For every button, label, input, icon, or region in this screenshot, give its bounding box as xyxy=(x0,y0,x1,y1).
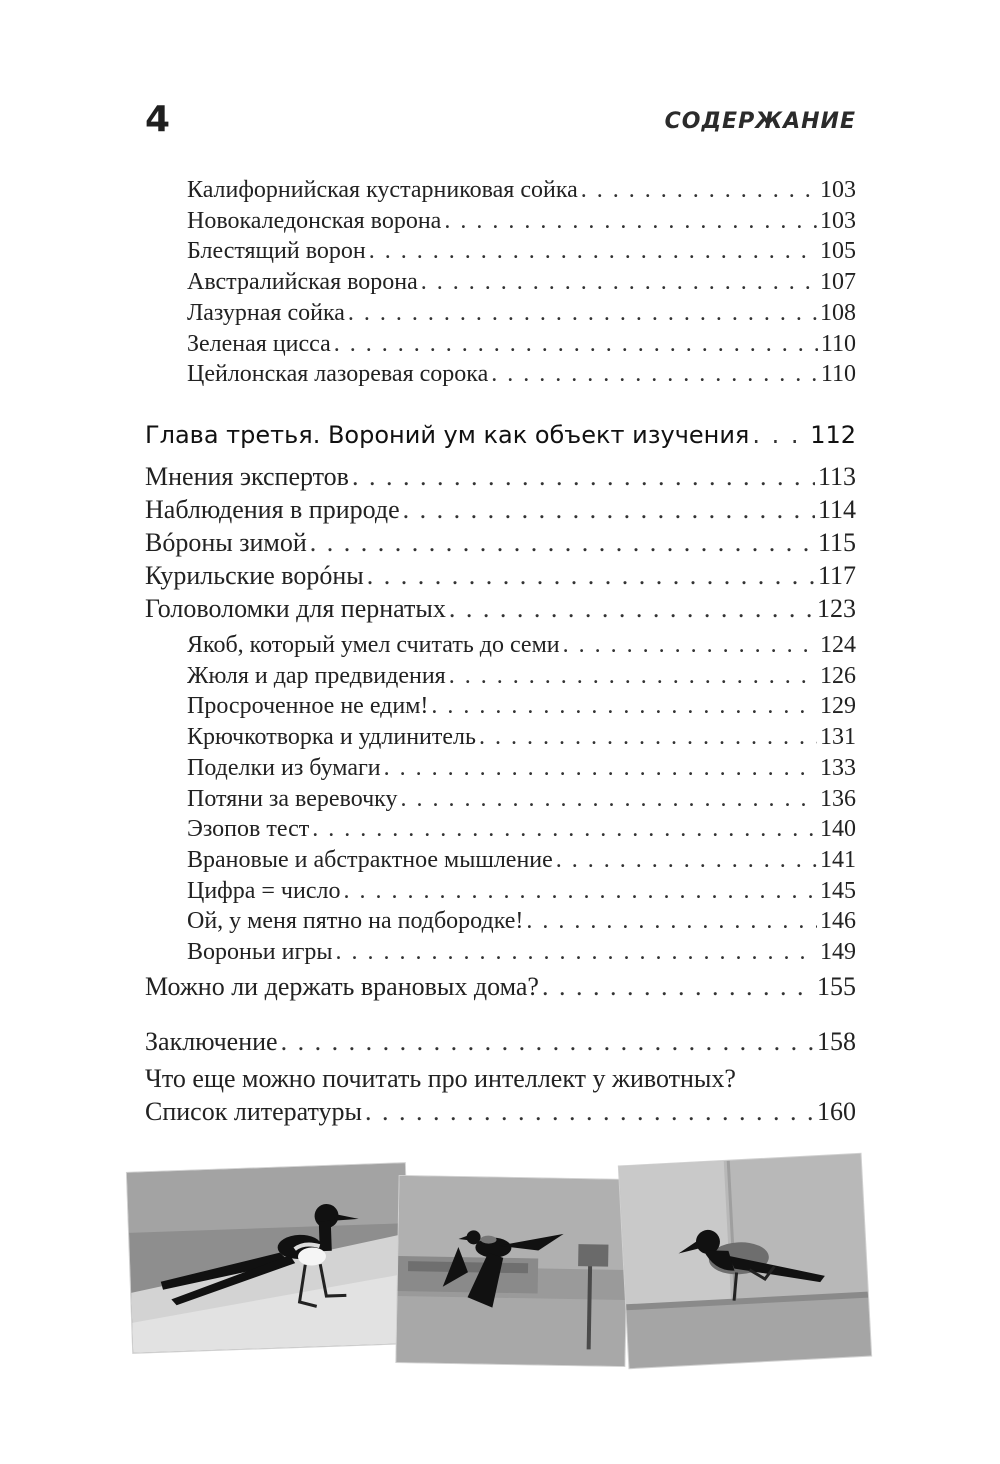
toc-entry[interactable] xyxy=(187,266,856,298)
toc-dot-leader xyxy=(384,752,817,784)
toc-entry-title: Зеленая цисса xyxy=(187,331,331,357)
toc-dot-leader xyxy=(449,593,814,625)
toc-dot-leader xyxy=(431,690,817,722)
toc-chapter-heading[interactable] xyxy=(145,419,856,451)
toc-entry-page: 123 xyxy=(817,594,856,623)
running-head: СОДЕРЖАНИЕ xyxy=(664,109,856,134)
toc-entry-page: 160 xyxy=(817,1097,856,1126)
toc-dot-leader xyxy=(334,328,818,360)
toc-entry-page: 145 xyxy=(820,878,856,904)
toc-entry-page: 158 xyxy=(817,1027,856,1056)
toc-entry-title: Можно ли держать врановых дома? xyxy=(145,972,539,1001)
magpie-photo xyxy=(127,1163,411,1353)
toc-entry[interactable] xyxy=(187,905,856,937)
toc-entry-title: Курильские ворóны xyxy=(145,561,364,590)
toc-entry-title: Крючкотворка и удлинитель xyxy=(187,724,476,750)
toc-entry-title: Калифорнийская кустарниковая сойка xyxy=(187,177,578,203)
toc-entry[interactable] xyxy=(145,560,856,592)
toc-entry-title: Потяни за веревочку xyxy=(187,786,398,812)
toc-entry-title: Цифра = число xyxy=(187,878,341,904)
toc-entry[interactable] xyxy=(145,1063,856,1095)
toc-entry-title: Якоб, который умел считать до семи xyxy=(187,632,560,658)
toc-entry-page: 131 xyxy=(820,724,856,750)
toc-entry-page: 110 xyxy=(820,331,856,357)
toc-dot-leader xyxy=(542,971,814,1003)
toc-entry[interactable] xyxy=(187,875,856,907)
toc-entry-page: 112 xyxy=(810,421,856,449)
toc-dot-leader xyxy=(312,813,817,845)
toc-entry-title: Блестящий ворон xyxy=(187,238,366,264)
toc-entry-title: Эзопов тест xyxy=(187,816,310,842)
toc-dot-leader xyxy=(526,905,817,937)
toc-entry-title: Мнения экспертов xyxy=(145,462,349,491)
toc-entry-title: Вороньи игры xyxy=(187,939,333,965)
crow-in-flight-photo xyxy=(396,1176,627,1366)
toc-entry-page: 141 xyxy=(820,847,856,873)
toc-entry-title: Вóроны зимой xyxy=(145,528,307,557)
toc-entry-page: 136 xyxy=(820,786,856,812)
toc-entry-title: Ой, у меня пятно на подбородке! xyxy=(187,908,524,934)
page-number: 4 xyxy=(145,99,171,140)
toc-entry-page: 133 xyxy=(820,755,856,781)
toc-entry-title: Врановые и абстрактное мышление xyxy=(187,847,553,873)
toc-dot-leader xyxy=(421,266,817,298)
toc-entry-title: Заключение xyxy=(145,1027,278,1056)
toc-entry-title: Поделки из бумаги xyxy=(187,755,381,781)
toc-dot-leader xyxy=(335,936,817,968)
toc-entry[interactable] xyxy=(187,660,856,692)
toc-entry-page: 115 xyxy=(817,528,856,557)
toc-dot-leader xyxy=(444,205,817,237)
toc-entry[interactable] xyxy=(187,174,856,206)
toc-entry-title: Что еще можно почитать про интеллект у животных? xyxy=(145,1064,736,1093)
toc-entry[interactable] xyxy=(187,813,856,845)
toc-entry-title: Головоломки для пернатых xyxy=(145,594,446,623)
toc-entry-page: 129 xyxy=(820,693,856,719)
toc-dot-leader xyxy=(563,629,817,661)
toc-entry-page: 107 xyxy=(820,269,856,295)
toc-dot-leader xyxy=(449,660,817,692)
toc-entry-page: 140 xyxy=(820,816,856,842)
toc-entry[interactable] xyxy=(187,328,856,360)
toc-entry-title: Глава третья. Вороний ум как объект изучения xyxy=(145,421,750,449)
toc-dot-leader xyxy=(491,358,818,390)
toc-entry[interactable] xyxy=(145,1026,856,1058)
toc-entry-title: Просроченное не едим! xyxy=(187,693,429,719)
toc-entry-page: 146 xyxy=(820,908,856,934)
toc-entry-page: 103 xyxy=(820,208,856,234)
toc-dot-leader xyxy=(752,419,807,451)
toc-entry-page: 124 xyxy=(820,632,856,658)
toc-entry[interactable] xyxy=(187,721,856,753)
toc-entry-title: Цейлонская лазоревая сорока xyxy=(187,361,489,387)
toc-entry-page: 103 xyxy=(820,177,856,203)
toc-entry-page: 155 xyxy=(817,972,856,1001)
toc-dot-leader xyxy=(281,1026,814,1058)
toc-entry[interactable] xyxy=(187,690,856,722)
toc-entry[interactable] xyxy=(187,235,856,267)
toc-entry-title: Лазурная сойка xyxy=(187,300,345,326)
toc-dot-leader xyxy=(556,844,817,876)
toc-entry-title: Австралийская ворона xyxy=(187,269,418,295)
toc-dot-leader xyxy=(400,783,817,815)
toc-entry-page: 113 xyxy=(817,462,856,491)
hooded-crow-photo xyxy=(619,1154,871,1368)
toc-dot-leader xyxy=(352,461,815,493)
toc-entry[interactable] xyxy=(145,494,856,526)
toc-entry[interactable] xyxy=(187,752,856,784)
toc-dot-leader xyxy=(403,494,815,526)
toc-dot-leader xyxy=(367,560,815,592)
toc-entry-page: 105 xyxy=(820,238,856,264)
toc-entry-page: 117 xyxy=(817,561,856,590)
toc-entry-page: 114 xyxy=(817,495,856,524)
toc-entry-page: 108 xyxy=(820,300,856,326)
toc-entry[interactable] xyxy=(145,971,856,1003)
toc-entry[interactable] xyxy=(187,629,856,661)
toc-entry[interactable] xyxy=(145,461,856,493)
toc-dot-leader xyxy=(343,875,817,907)
toc-entry-title: Жюля и дар предвидения xyxy=(187,663,446,689)
toc-entry-title: Новокаледонская ворона xyxy=(187,208,442,234)
toc-entry[interactable] xyxy=(145,593,856,625)
toc-entry-page: 149 xyxy=(820,939,856,965)
toc-entry-title: Список литературы xyxy=(145,1097,362,1126)
toc-entry[interactable] xyxy=(187,205,856,237)
toc-entry-title: Наблюдения в природе xyxy=(145,495,400,524)
toc-entry[interactable] xyxy=(187,297,856,329)
toc-dot-leader xyxy=(479,721,817,753)
toc-entry-page: 110 xyxy=(820,361,856,387)
toc-dot-leader xyxy=(581,174,817,206)
toc-dot-leader xyxy=(310,527,815,559)
toc-dot-leader xyxy=(348,297,817,329)
toc-entry[interactable] xyxy=(145,1096,856,1128)
toc-entry[interactable] xyxy=(187,358,856,390)
toc-entry[interactable] xyxy=(187,936,856,968)
toc-entry-page: 126 xyxy=(820,663,856,689)
toc-entry[interactable] xyxy=(187,783,856,815)
toc-dot-leader xyxy=(369,235,817,267)
toc-entry[interactable] xyxy=(187,844,856,876)
toc-entry[interactable] xyxy=(145,527,856,559)
toc-dot-leader xyxy=(365,1096,814,1128)
